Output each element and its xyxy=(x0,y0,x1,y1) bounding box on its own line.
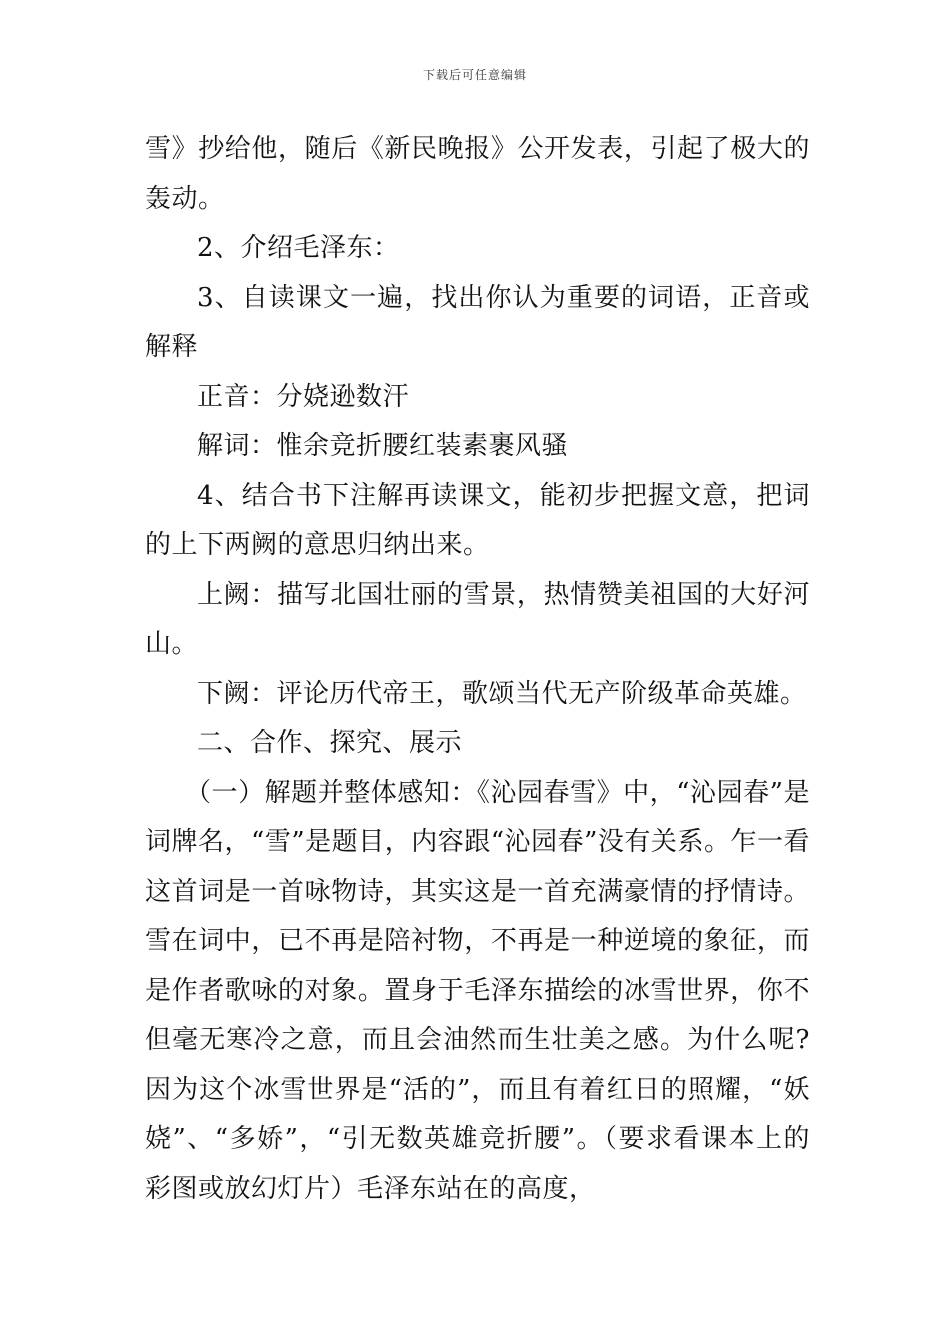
document-body xyxy=(145,125,810,1214)
paragraph-upper-stanza: 上阙：描写北国壮丽的雪景，热情赞美祖国的大好河山。 xyxy=(145,579,810,659)
paragraph-self-reading: 3、自读课文一遍，找出你认为重要的词语，正音或解释 xyxy=(145,282,810,362)
paragraph-continuation: 雪》抄给他，随后《新民晚报》公开发表，引起了极大的轰动。 xyxy=(145,134,810,214)
paragraph-introduce-author: 2、介绍毛泽东： xyxy=(197,233,400,263)
page-header-note: 下载后可任意编辑 xyxy=(422,68,527,82)
paragraph-title-analysis: （一）解题并整体感知：《沁园春雪》中，“沁园春”是词牌名，“雪”是题目，内容跟“沁园春”没有关系。乍一看这首词是一首咏物诗，其实这是一首充满豪情的抒情诗。雪在词中，已不再是陪衬物，不再是一种逆境的象征，而是作者歌咏的对象。置身于毛泽东描绘的冰雪世界，你不但毫无寒冷之意，而且会油然而生壮美之感。为什么呢?因为这个冰雪世界是“活的”，而且有着红日的照耀，“妖娆”、“多娇”，“引无数英雄竞折腰”。（要求看课本上的彩图或放幻灯片）毛泽东站在的高度， xyxy=(145,777,810,1204)
section-heading-cooperation: 二、合作、探究、展示 xyxy=(197,728,463,758)
paragraph-pronunciation: 正音：分娆逊数汗 xyxy=(197,381,410,412)
paragraph-reread: 4、结合书下注解再读课文，能初步把握文意，把词的上下两阙的意思归纳出来。 xyxy=(145,480,810,560)
paragraph-lower-stanza: 下阙：评论历代帝王，歌颂当代无产阶级革命英雄。 xyxy=(197,678,807,709)
paragraph-word-explanation: 解词：惟余竞折腰红装素裹风骚 xyxy=(197,431,569,461)
